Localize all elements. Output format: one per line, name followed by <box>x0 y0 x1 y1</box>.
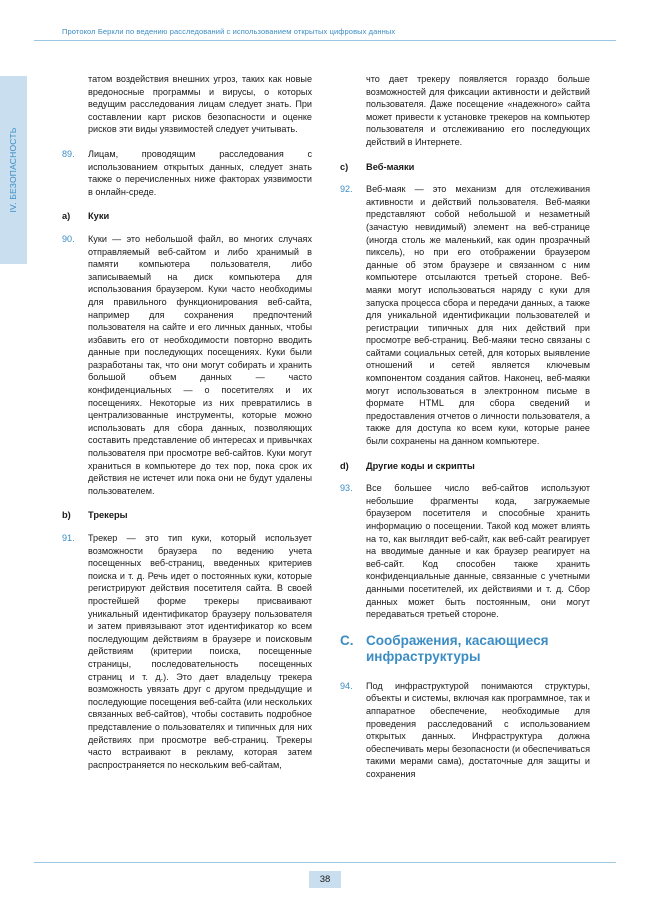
paragraph-number: 92. <box>340 184 353 195</box>
subheading-title: Куки <box>88 211 110 222</box>
subheading-trackers <box>62 509 312 522</box>
subheading-letter: b) <box>62 510 71 521</box>
paragraph-continuation: что дает трекеру появляется гораздо больше возможностей для фиксации активности и действий пользователя. Даже посещение «надежного» сайта может привести к установке трекеров на компьютер пользователя и отслеживанию его последующих действий в Интернете. <box>366 74 590 147</box>
left-column <box>62 73 312 783</box>
paragraph-text: Куки — это небольшой файл, во многих случаях отправляемый веб-сайтом и либо хранимый в памяти компьютера пользователя, либо записываемый на диск компьютера для использования браузером. Куки часто необходимы для правильного функционирования веб-сайта, например для сохранения предпочтений пользователя на сайте и его личных данных, чтобы избавить его от необходимости повторно вводить данные при последующих посещениях. Куки были разработаны так, что они могут собирать и хранить большой объем данных — часто конфиденциальных — о посетителях и их посещениях. Некоторые из них превратились в централизованные инструменты, которые можно использовать для сбора данных, позволяющих составить представление об интересах и привычках пользователя при просмотре веб-сайтов. Куки могут храниться в компьютере до тех пор, пока срок их действия не истечет или пока они не будут удалены пользователем. <box>88 233 312 496</box>
paragraph-94 <box>340 680 590 781</box>
running-header: Протокол Беркли по ведению расследований с использованием открытых цифровых данных <box>62 27 396 36</box>
subheading-web-beacons <box>340 161 590 174</box>
footer-divider <box>34 862 616 863</box>
page-number: 38 <box>309 871 341 888</box>
paragraph-text: Под инфраструктурой понимаются структуры, объекты и системы, включая как программное, так и аппаратное обеспечение, необходимые для проведения расследований с использованием открытых данных. Инфраструктура должна обеспечивать меры безопасности (и обеспечиваться такими мерами сама), достаточные для защиты и сохранения <box>366 680 590 779</box>
subheading-title: Трекеры <box>88 510 128 521</box>
paragraph-90 <box>62 233 312 497</box>
paragraph-text: Веб-маяк — это механизм для отслеживания активности и действий пользователя. Веб-маяки представляют собой небольшой и незаметный (зачастую невидимый) элемент на веб-странице (иногда столь же маленький, как один прозрачный пиксель), но при его отображении браузером данные об этом браузере и связанном с ним компьютере отсылаются третьей стороне. Веб-маяки могут использоваться наряду с куки для запуска процесса сбора и передачи данных, а также для уникальной идентификации пользователей и регистрации типичных для них действий при просмотре веб-страниц. Веб-маяки тесно связаны с сайтами социальных сетей, для которых выявление отношений и сетей является ключевым компонентом создания сайтов. Наконец, веб-маяки могут использоваться в электронном письме в формате HTML для сбора сведений и предоставления отчетов о личности пользователя, а также для доступа ко всем куки, которые ранее были сохранены на данном компьютере. <box>366 184 590 447</box>
right-column <box>340 73 590 793</box>
subheading-letter: d) <box>340 460 349 471</box>
section-title: Соображения, касающиеся инфраструктуры <box>366 632 549 665</box>
side-tab-label: IV. БЕЗОПАСНОСТЬ <box>8 127 18 213</box>
subheading-other-code <box>340 460 590 473</box>
subheading-letter: a) <box>62 211 71 222</box>
section-letter: C. <box>340 632 354 648</box>
paragraph-text: Трекер — это тип куки, который использует возможности браузера по ведению учета посещенных веб-страниц, введенных критериев поиска и т. д. Речь идет о постоянных куки, которые регистрируют действия посетителя сайта. В своей простейшей форме трекеры присваивают уникальный идентификатор браузеру пользователя и затем привязывают этот идентификатор ко всем последующим действиям в браузере и поисковым действиям (критерии поиска, посещенные страницы, последовательность посещенных страниц и т. д.). Это дает владельцу трекера возможность увязать друг с другом предыдущие и последующие посещения веб-сайта (или нескольких связанных веб-сайтов), чтобы составить подробное представление о пользователях и типичных для них действиях при просмотре веб-страниц. Трекеры часто встраивают в рекламу, которая затем распространяется по нескольким веб-сайтам, <box>88 533 312 770</box>
paragraph-number: 93. <box>340 483 353 494</box>
subheading-title: Веб-маяки <box>366 161 415 172</box>
paragraph-number: 90. <box>62 233 75 244</box>
paragraph-number: 89. <box>62 148 75 159</box>
paragraph-continuation: татом воздействия внешних угроз, таких как новые вредоносные программы и вирусы, о которых ведущим расследования лицам следует знать. При составлении карт рисков безопасности и оценке рисков эти виды уязвимостей следует учитывать. <box>88 74 312 135</box>
subheading-cookies <box>62 210 312 223</box>
section-heading-infrastructure <box>340 633 590 666</box>
paragraph-text: Лицам, проводящим расследования с использованием открытых данных, следует знать также о перечисленных ниже факторах уязвимости в онлайн-среде. <box>88 148 312 197</box>
subheading-title: Другие коды и скрипты <box>366 460 475 471</box>
header-divider <box>34 40 616 41</box>
paragraph-89 <box>62 148 312 198</box>
paragraph-number: 91. <box>62 533 75 543</box>
paragraph-93 <box>340 482 590 621</box>
paragraph-text: Все большее число веб-сайтов используют небольшие фрагменты кода, загружаемые браузером посетителя и способные хранить информацию о посещении. Такой код может влиять на то, как выглядит веб-сайт, как веб-сайт реагирует на вводимые данные и как браузер реагирует на веб-сайт. Код способен также хранить конфиденциальные данные, связанные с учетными данными посетителей, их действиями и т. д. Сбор данных может быть постоянным, они могут передаваться третьей стороне. <box>366 483 590 620</box>
paragraph-number: 94. <box>340 680 353 691</box>
paragraph-92 <box>340 183 590 447</box>
subheading-letter: c) <box>340 161 349 172</box>
paragraph-91 <box>62 532 312 771</box>
